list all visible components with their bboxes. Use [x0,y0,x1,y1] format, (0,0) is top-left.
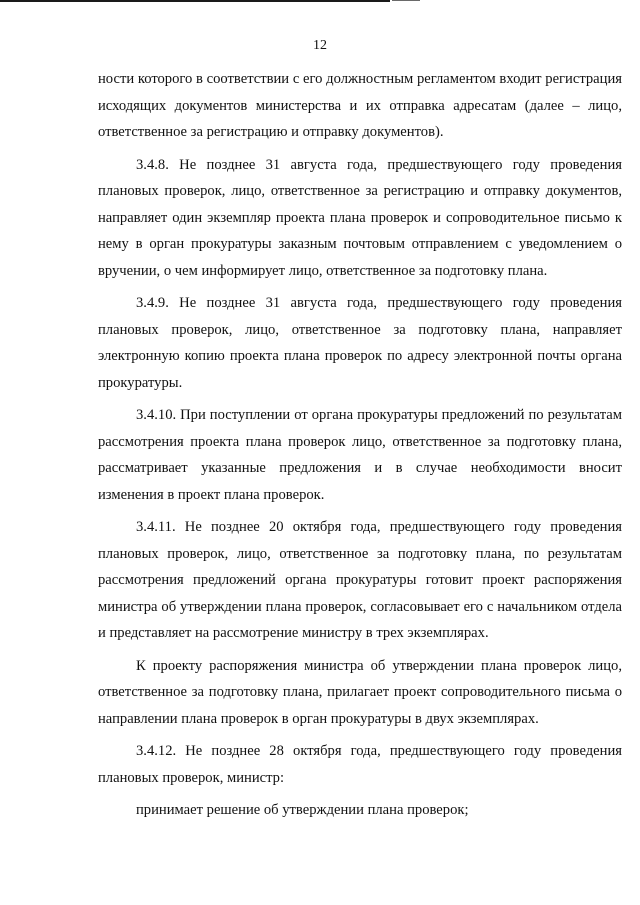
page-number: 12 [313,38,327,53]
paragraph-continuation: ности которого в соответствии с его должностным регламентом входит регистрация исходящих документов министерства и их отправка адресатам (далее – лицо, ответственное за регистрацию и отправку документов). [98,71,622,140]
paragraph-3-4-11: 3.4.11. Не позднее 20 октября года, предшествующего году проведения плановых проверок, лицо, ответственное за подготовку плана, по результатам рассмотрения предложений органа прокуратуры готовит проект распоряжения министра об утверждении плана проверок, согласовывает его с начальником отдела и представляет на рассмотрение министру в трех экземплярах. [98,519,622,641]
top-scan-border-tail [392,0,420,1]
paragraph-3-4-8: 3.4.8. Не позднее 31 августа года, предшествующего году проведения плановых проверок, лицо, ответственное за регистрацию и отправку документов, направляет один экземпляр проекта плана проверок и сопроводительное письмо к нему в орган прокуратуры заказным почтовым отправлением с уведомлением о вручении, о чем информирует лицо, ответственное за подготовку плана. [98,156,622,279]
paragraph-3-4-10: 3.4.10. При поступлении от органа прокуратуры предложений по результатам рассмотрения проекта плана проверок лицо, ответственное за подготовку плана, рассматривает указанные предложения и в случае необходимости вносит изменения в проект плана проверок. [98,407,622,503]
paragraph-3-4-12: 3.4.12. Не позднее 28 октября года, предшествующего году проведения плановых проверок, министр: [98,743,622,786]
paragraph-decision-item: принимает решение об утверждении плана проверок; [136,802,469,818]
top-scan-border [0,0,390,2]
document-body [98,66,622,824]
paragraph-3-4-9: 3.4.9. Не позднее 31 августа года, предшествующего году проведения плановых проверок, лицо, ответственное за подготовку плана, направляет электронную копию проекта плана проверок по адресу электронной почты органа прокуратуры. [98,295,622,391]
paragraph-attachment: К проекту распоряжения министра об утверждении плана проверок лицо, ответственное за подготовку плана, прилагает проект сопроводительного письма о направлении плана проверок в орган прокуратуры в двух экземплярах. [98,657,622,727]
